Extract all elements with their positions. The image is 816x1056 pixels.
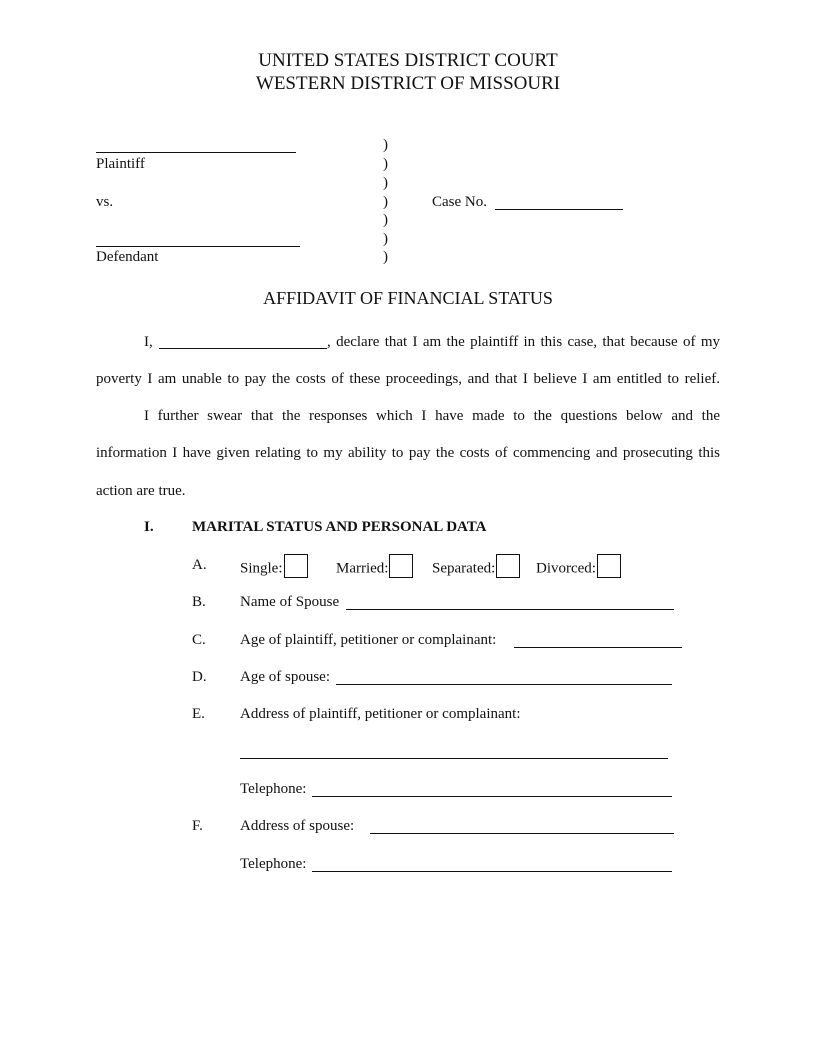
- item-letter: B.: [192, 594, 206, 610]
- marital-option-label: Married:: [336, 560, 389, 577]
- item-letter: F.: [192, 818, 203, 834]
- marital-option-divorced: [536, 557, 621, 581]
- caption-paren: ): [383, 212, 388, 228]
- vs-label: vs.: [96, 194, 114, 210]
- spouse-name-label: Name of Spouse: [240, 594, 340, 610]
- defendant-name-line[interactable]: [96, 246, 300, 247]
- divorced-checkbox[interactable]: [597, 554, 621, 578]
- plaintiff-address-line[interactable]: [240, 758, 668, 759]
- court-name: UNITED STATES DISTRICT COURT: [258, 50, 558, 71]
- item-letter: C.: [192, 632, 206, 648]
- plaintiff-telephone-label: Telephone:: [240, 781, 307, 797]
- spouse-age-label: Age of spouse:: [240, 669, 330, 685]
- section-heading: MARITAL STATUS AND PERSONAL DATA: [192, 519, 487, 535]
- caption-paren: ): [383, 156, 388, 172]
- item-letter: D.: [192, 669, 207, 685]
- marital-option-label: Divorced:: [536, 560, 596, 577]
- plaintiff-label: Plaintiff: [96, 156, 145, 172]
- document-title: AFFIDAVIT OF FINANCIAL STATUS: [263, 288, 553, 308]
- item-letter: A.: [192, 557, 207, 573]
- case-no-line[interactable]: [495, 209, 623, 210]
- declaration-text: poverty I am unable to pay the costs of these proceedings, and that I believe I am entitled to relief.: [96, 371, 720, 387]
- caption-paren: ): [383, 231, 388, 247]
- single-checkbox[interactable]: [284, 554, 308, 578]
- court-district: WESTERN DISTRICT OF MISSOURI: [255, 73, 561, 94]
- marital-option-label: Single:: [240, 560, 283, 577]
- marital-option-separated: [432, 557, 520, 581]
- section-numeral: I.: [144, 519, 154, 535]
- declarant-prefix: I,: [144, 334, 153, 350]
- plaintiff-age-line[interactable]: [514, 647, 682, 648]
- affirmation-text: information I have given relating to my ability to pay the costs of commencing and prosecuting this: [96, 445, 720, 461]
- spouse-age-line[interactable]: [336, 684, 672, 685]
- married-checkbox[interactable]: [389, 554, 413, 578]
- affirmation-text: I further swear that the responses which I have made to the questions below and the: [144, 408, 720, 424]
- spouse-telephone-label: Telephone:: [240, 856, 307, 872]
- spouse-name-line[interactable]: [346, 609, 674, 610]
- caption-paren: ): [383, 249, 388, 265]
- item-letter: E.: [192, 706, 205, 722]
- declaration-text: , declare that I am the plaintiff in this case, that because of my: [327, 334, 720, 350]
- spouse-telephone-line[interactable]: [312, 871, 672, 872]
- plaintiff-address-label: Address of plaintiff, petitioner or complainant:: [240, 706, 521, 722]
- declarant-name-line[interactable]: [159, 348, 327, 349]
- marital-option-single: [240, 557, 308, 581]
- marital-option-married: [336, 557, 413, 581]
- affirmation-text: action are true.: [96, 483, 186, 499]
- caption-paren: ): [383, 194, 388, 210]
- case-no-label: Case No.: [432, 194, 487, 210]
- plaintiff-age-label: Age of plaintiff, petitioner or complainant:: [240, 632, 497, 648]
- separated-checkbox[interactable]: [496, 554, 520, 578]
- plaintiff-name-line[interactable]: [96, 152, 296, 153]
- caption-paren: ): [383, 137, 388, 153]
- marital-option-label: Separated:: [432, 560, 496, 577]
- plaintiff-telephone-line[interactable]: [312, 796, 672, 797]
- spouse-address-label: Address of spouse:: [240, 818, 355, 834]
- caption-paren: ): [383, 175, 388, 191]
- defendant-label: Defendant: [96, 249, 159, 265]
- spouse-address-line[interactable]: [370, 833, 674, 834]
